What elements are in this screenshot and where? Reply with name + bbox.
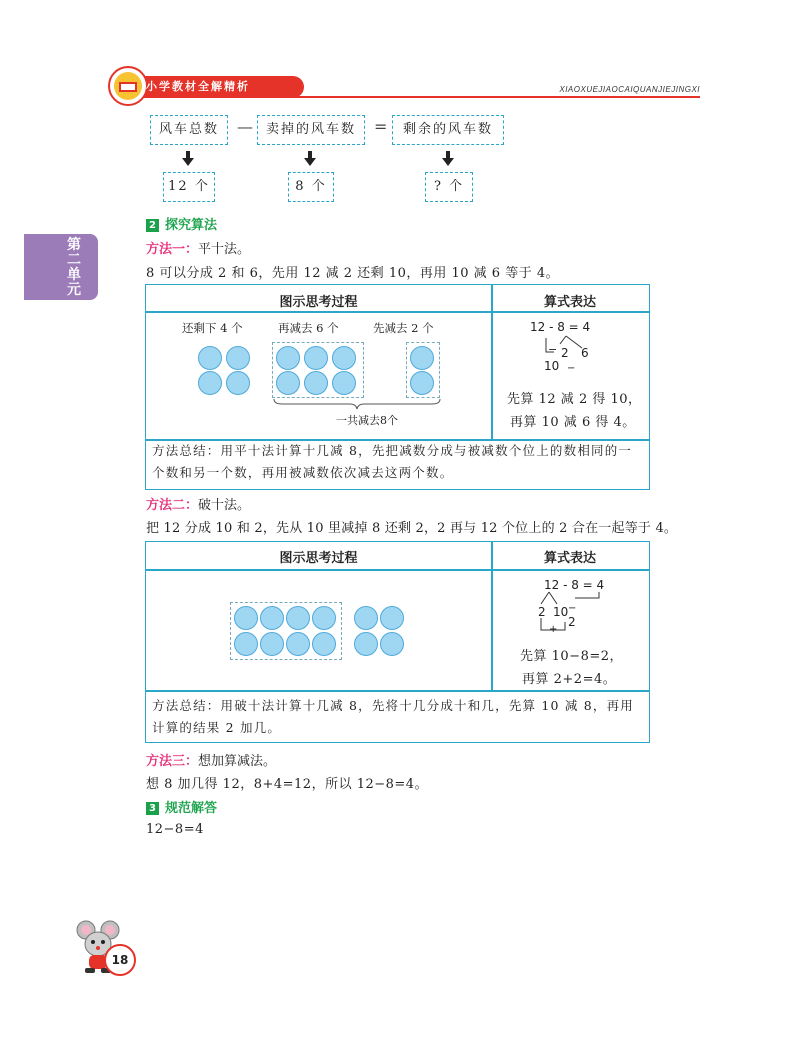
down-arrow-icon <box>182 151 194 167</box>
page-number: 18 <box>104 944 136 976</box>
section-title: 探究算法 <box>165 218 218 233</box>
method1-col-formula: 算式表达 <box>543 295 596 310</box>
method2-part-b: 10 <box>553 605 569 619</box>
flow-value-total: 12 个 <box>163 172 215 202</box>
method1-under-minus: − <box>567 363 576 374</box>
counter-circle <box>286 632 310 656</box>
method2-formula-minus: − <box>568 603 577 614</box>
counter-circle <box>198 346 222 370</box>
section-number: 3 <box>146 802 159 815</box>
method2-two: 2 <box>568 615 576 629</box>
flow-equals: = <box>374 117 388 136</box>
method1-ten: 10 <box>544 359 560 373</box>
method3-description: 想 8 加几得 12，8+4=12，所以 12−8=4。 <box>146 777 429 792</box>
flow-value-sold: 8 个 <box>288 172 334 202</box>
method1-step1: 先算 12 减 2 得 10， <box>507 392 642 407</box>
caption-subtract-six: 再减去 6 个 <box>278 321 339 335</box>
method2-col-diagram: 图示思考过程 <box>279 551 358 566</box>
counter-circle <box>304 371 328 395</box>
method1-label: 方法一： <box>146 242 199 257</box>
counter-circle <box>380 606 404 630</box>
section-heading-3 <box>146 797 217 816</box>
flow-value-remaining: ? 个 <box>425 172 473 202</box>
table-divider <box>146 690 649 692</box>
counter-circle <box>276 371 300 395</box>
method1-summary: 方法总结：用平十法计算十几减 8，先把减数分成与被减数个位上的数相同的一个数和另一个数，再用被减数依次减去这两个数。 <box>152 443 633 480</box>
flow-box-sold: 卖掉的风车数 <box>257 115 365 145</box>
counter-circle <box>226 346 250 370</box>
method1-name: 平十法。 <box>198 242 251 257</box>
method2-step1: 先算 10−8=2， <box>520 649 624 664</box>
answer: 12−8=4 <box>146 822 204 837</box>
section-number: 2 <box>146 219 159 232</box>
brace-label: 一共减去8个 <box>336 414 398 427</box>
counter-circle <box>354 606 378 630</box>
brace-icon <box>272 397 442 411</box>
method2-label: 方法二： <box>146 498 199 513</box>
method3-name: 想加算减法。 <box>198 754 277 769</box>
method2-plus: + <box>549 624 558 635</box>
table-divider <box>146 569 649 571</box>
down-arrow-icon <box>304 151 316 167</box>
method1-description: 8 可以分成 2 和 6，先用 12 减 2 还剩 10，再用 10 减 6 等于 4。 <box>146 266 560 281</box>
counter-circle <box>198 371 222 395</box>
counter-circle <box>260 606 284 630</box>
side-tab <box>24 234 98 300</box>
counter-circle <box>410 371 434 395</box>
method1-col-diagram: 图示思考过程 <box>279 295 358 310</box>
counter-circle <box>226 371 250 395</box>
down-arrow-icon <box>442 151 454 167</box>
side-tab-label: 第二单元 <box>67 237 81 298</box>
method1-step2: 再算 10 减 6 得 4。 <box>510 415 636 430</box>
section-heading-2 <box>146 214 217 233</box>
method1-formula-minus: − <box>548 343 558 356</box>
counter-circle <box>354 632 378 656</box>
method2-summary: 方法总结：用破十法计算十几减 8，先将十几分成十和几，先算 10 减 8，再用计算的结果 2 加几。 <box>152 698 635 735</box>
method1-heading <box>146 238 250 257</box>
method2-name: 破十法。 <box>198 498 251 513</box>
counter-circle <box>234 632 258 656</box>
header-title: 小学教材全解精析 <box>146 81 250 93</box>
method2-formula: 12 - 8 = 4 <box>544 578 605 592</box>
flow-box-total: 风车总数 <box>150 115 228 145</box>
method3-label: 方法三： <box>146 754 199 769</box>
logo-icon <box>108 66 148 106</box>
caption-remaining: 还剩下 4 个 <box>182 321 243 335</box>
caption-subtract-two: 先减去 2 个 <box>373 321 434 335</box>
method1-part-a: 2 <box>561 346 569 360</box>
counter-circle <box>380 632 404 656</box>
counter-circle <box>312 606 336 630</box>
counter-circle <box>304 346 328 370</box>
counter-circle <box>332 371 356 395</box>
flow-minus: — <box>237 117 253 136</box>
method1-part-b: 6 <box>581 346 589 360</box>
counter-circle <box>312 632 336 656</box>
counter-circle <box>332 346 356 370</box>
counter-circle <box>276 346 300 370</box>
method2-description: 把 12 分成 10 和 2，先从 10 里减掉 8 还剩 2，2 再与 12 个位上的 2 合在一起等于 4。 <box>146 521 678 536</box>
counter-circle <box>234 606 258 630</box>
section-title: 规范解答 <box>165 801 218 816</box>
method2-heading <box>146 494 250 513</box>
counter-circle <box>260 632 284 656</box>
method1-formula: 12 - 8 = 4 <box>530 320 591 334</box>
table-divider <box>146 311 649 313</box>
method2-col-formula: 算式表达 <box>543 551 596 566</box>
header-pinyin: XIAOXUEJIAOCAIQUANJIEJINGXI <box>559 85 700 94</box>
flow-box-remaining: 剩余的风车数 <box>392 115 504 145</box>
counter-circle <box>410 346 434 370</box>
counter-circle <box>286 606 310 630</box>
method2-part-a: 2 <box>538 605 546 619</box>
method2-step2: 再算 2+2=4。 <box>522 672 617 687</box>
method3-heading <box>146 750 276 769</box>
